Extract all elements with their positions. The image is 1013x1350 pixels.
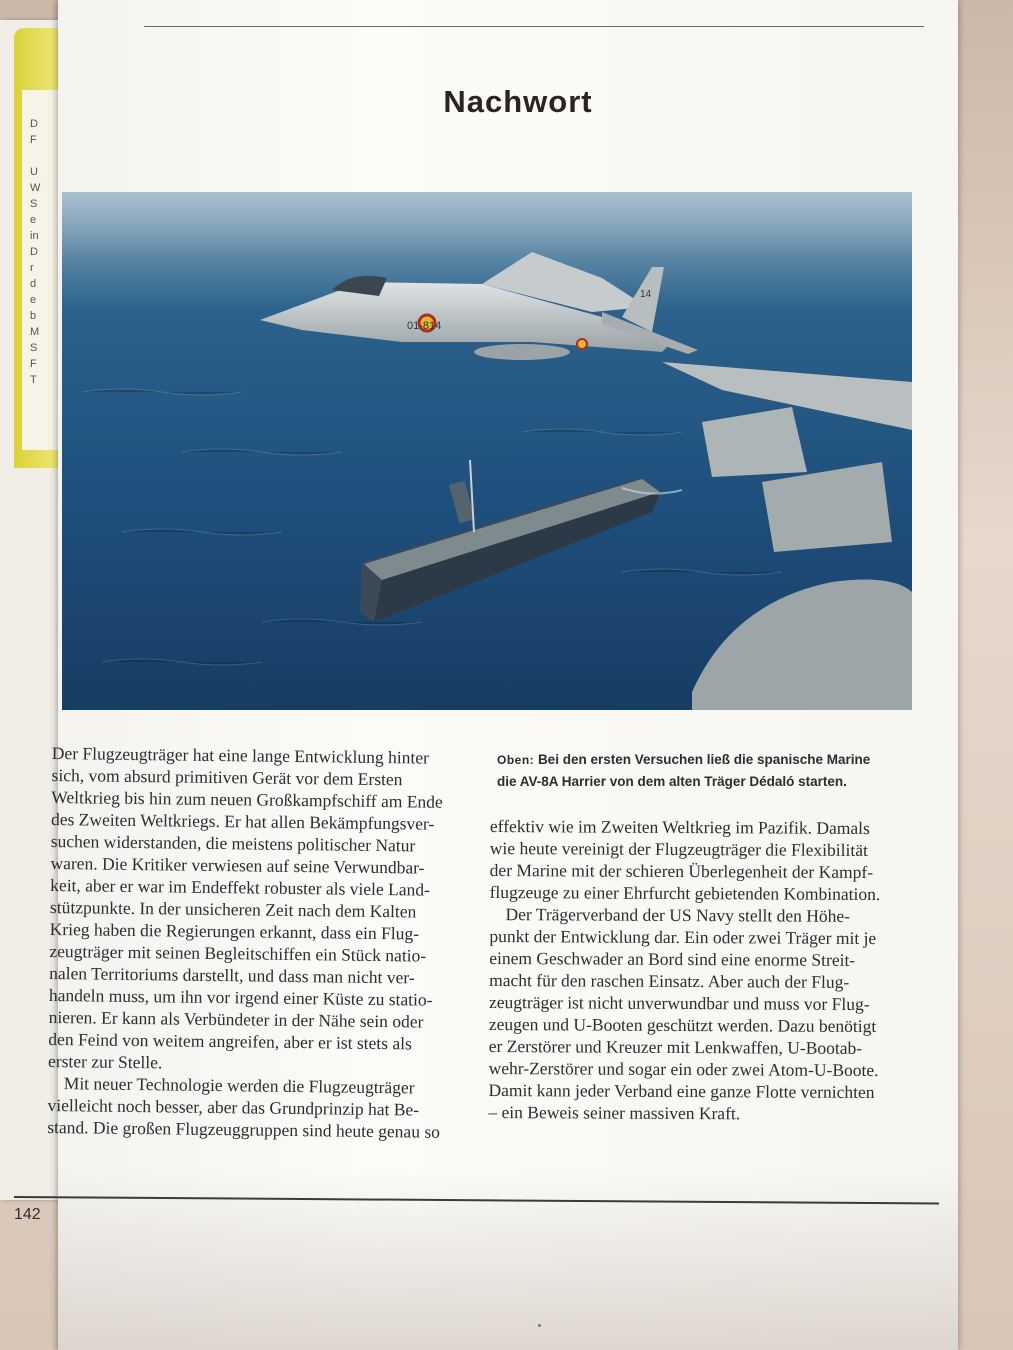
caption-lead: Oben: — [497, 753, 535, 767]
page-number: 142 — [14, 1206, 41, 1223]
text-line: des Zweiten Weltkriegs. Er hat allen Bekämpfungsver- — [50, 808, 435, 834]
text-line: er Zerstörer und Kreuzer mit Lenkwaffen, U-Bootab- — [488, 1035, 863, 1058]
text-line: flugzeuge zu einer Ehrfurcht gebietenden Kombination. — [489, 881, 881, 905]
text-line: vielleicht noch besser, aber das Grundprinzip hat Be- — [47, 1094, 420, 1120]
text-line: Weltkrieg bis hin zum neuen Großkampfschiff am Ende — [51, 786, 443, 812]
text-line: wehr-Zerstörer und sogar ein oder zwei Atom-U-Boote. — [488, 1057, 879, 1081]
text-line: – ein Beweis seiner massiven Kraft. — [488, 1101, 741, 1124]
caption-line-1: Bei den ersten Versuchen ließ die spanische Marine — [537, 752, 871, 767]
photo-illustration — [62, 192, 912, 710]
body-column-right — [488, 815, 940, 1125]
text-line: zeugträger mit seinen Begleitschiffen ein Stück natio- — [49, 940, 427, 966]
text-line: Der Flugzeugträger hat eine lange Entwicklung hinter — [51, 742, 430, 768]
text-line: der Marine mit der schieren Überlegenheit der Kampf- — [489, 859, 874, 883]
jet-marking: 01-814 — [407, 320, 442, 332]
text-line: Krieg haben die Regierungen erkannt, dass ein Flug- — [49, 918, 420, 944]
text-line: zeugen und U-Booten geschützt werden. Dazu benötigt — [488, 1013, 877, 1037]
text-line: stützpunkte. In der unsicheren Zeit nach dem Kalten — [49, 896, 417, 922]
text-line-content: Mit neuer Technologie werden die Flugzeugträger — [63, 1073, 415, 1098]
neighbor-page-text-area — [22, 90, 62, 450]
text-line: erster zur Stelle. — [47, 1050, 163, 1073]
page-title: Nachwort — [443, 84, 593, 119]
neighbor-page-letters: D F U W S e in D r d e b M S F T — [30, 118, 41, 386]
caption-line-2: die AV-8A Harrier von dem alten Träger Dédaló starten. — [497, 774, 847, 789]
text-line: einem Geschwader an Bord sind eine enorme Streit- — [489, 947, 856, 970]
text-line: keit, aber er war im Endeffekt robuster als viele Land- — [50, 874, 431, 900]
text-line: handeln muss, um ihn vor irgend einer Küste zu statio- — [48, 984, 433, 1010]
text-line: wie heute vereinigt der Flugzeugträger die Flexibilität — [489, 837, 868, 860]
text-line-content: Der Trägerverband der US Navy stellt den Höhe- — [505, 904, 851, 926]
text-line-indented — [489, 903, 939, 927]
body-column-left — [47, 742, 472, 1143]
text-line: nalen Territoriums darstellt, und dass man nicht ver- — [49, 962, 415, 988]
text-line: punkt der Entwicklung dar. Ein oder zwei Träger mit je — [489, 925, 877, 949]
text-line: macht für den raschen Einsatz. Aber auch der Flug- — [489, 969, 850, 992]
harrier-photo — [62, 192, 912, 710]
photo-caption — [497, 749, 937, 792]
dust-speck — [538, 1324, 541, 1327]
jet-fin-marking: 14 — [640, 289, 652, 300]
header-rule — [144, 26, 924, 27]
text-line: effektiv wie im Zweiten Weltkrieg im Pazifik. Damals — [489, 816, 870, 838]
text-line: nieren. Er kann als Verbündeter in der Nähe sein oder — [48, 1006, 424, 1032]
text-line: zeugträger ist nicht unverwundbar und muss vor Flug- — [488, 991, 870, 1014]
text-line: sich, vom absurd primitiven Gerät vor dem Ersten — [51, 764, 403, 790]
text-line: Damit kann jeder Verband eine ganze Flotte vernichten — [488, 1079, 875, 1103]
text-line: den Feind von weitem angreifen, aber er ist stets als — [48, 1028, 412, 1054]
text-line: suchen widerstanden, die meistens politischer Natur — [50, 830, 416, 856]
text-line: waren. Die Kritiker verwiesen auf seine Verwundbar- — [50, 852, 425, 878]
text-line: stand. Die großen Flugzeuggruppen sind heute genau so — [47, 1116, 441, 1142]
